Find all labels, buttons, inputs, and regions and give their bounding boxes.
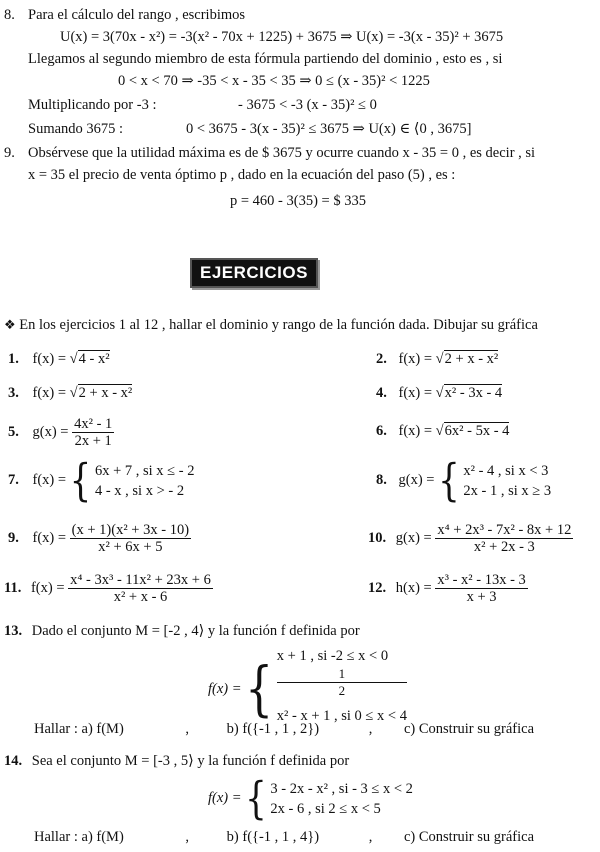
denominator: x² + x - 6 <box>113 589 168 606</box>
exercise-6 <box>376 422 509 440</box>
numerator: 4x² - 1 <box>74 416 113 433</box>
left-brace-icon: { <box>245 772 267 825</box>
task-c: c) Construir su gráfica <box>403 721 535 737</box>
exercise-lhs: g(x) = <box>398 472 439 488</box>
item-8-equation-1: U(x) = 3(70x - x²) = -3(x² - 70x + 1225) + 3675 ⇒ U(x) = -3(x - 35)² + 3675 <box>60 29 504 45</box>
item-9-equation: p = 460 - 3(35) = $ 335 <box>230 193 366 209</box>
exercise-number: 9. <box>8 530 19 546</box>
exercise-lhs: f(x) = <box>398 423 436 439</box>
fraction <box>435 522 573 555</box>
radical-icon: √ <box>69 351 78 367</box>
exercise-lhs: f(x) = <box>32 530 70 546</box>
exercise-number: 12. <box>368 580 387 596</box>
piecewise-cases <box>95 461 195 501</box>
left-brace-icon: { <box>438 454 460 507</box>
piecewise-cases <box>463 461 551 501</box>
exercise-11 <box>4 570 213 606</box>
exercise-lhs: f(x) = <box>208 680 246 697</box>
exercise-lhs: f(x) = <box>208 790 246 806</box>
item-8-sum-equation: 0 < 3675 - 3(x - 35)² ≤ 3675 ⇒ U(x) ∈ ⟨0 , 3675] <box>186 121 472 137</box>
separator: , <box>368 721 373 737</box>
task-a: Hallar : a) f(M) <box>34 721 124 737</box>
case-2: 4 - x , si x > - 2 <box>94 482 185 499</box>
exercise-14-tasks <box>34 828 534 846</box>
exercise-number: 4. <box>376 385 387 401</box>
case-2: 2x - 6 , si 2 ≤ x < 5 <box>270 800 381 817</box>
numerator: x³ - x² - 13x - 3 <box>437 572 526 589</box>
fraction <box>435 572 527 605</box>
radical-icon: √ <box>435 423 444 439</box>
exercise-1 <box>8 350 110 368</box>
radicand: 2 + x - x² <box>444 351 499 367</box>
separator: , <box>185 721 190 737</box>
exercise-number: 3. <box>8 385 19 401</box>
exercise-14-function <box>208 772 413 825</box>
exercise-3 <box>8 384 132 402</box>
radical-icon: √ <box>69 385 78 401</box>
radicand: 2 + x - x² <box>78 385 133 401</box>
case-1: 6x + 7 , si x ≤ - 2 <box>94 462 195 479</box>
fraction <box>70 522 191 555</box>
exercise-lhs: f(x) = <box>32 351 70 367</box>
case-1: 3 - 2x - x² , si - 3 ≤ x < 2 <box>270 780 413 797</box>
item-8-mult-equation: - 3675 < -3 (x - 35)² ≤ 0 <box>238 97 377 113</box>
exercise-lhs: g(x) = <box>32 424 73 440</box>
numerator: (x + 1)(x² + 3x - 10) <box>71 522 190 539</box>
item-9-text-1: Obsérvese que la utilidad máxima es de $ 3675 y ocurre cuando x - 35 = 0 , es decir , si <box>28 145 536 161</box>
item-8-intro: Para el cálculo del rango , escribimos <box>28 7 246 23</box>
exercise-lhs: f(x) = <box>398 385 436 401</box>
exercise-13-tasks <box>34 720 534 738</box>
exercise-12 <box>368 570 528 606</box>
radical-icon: √ <box>435 351 444 367</box>
exercise-lhs: g(x) = <box>395 530 436 546</box>
task-a: Hallar : a) f(M) <box>34 829 124 845</box>
item-8-number: 8. <box>4 7 15 23</box>
radicand: 6x² - 5x - 4 <box>444 423 510 439</box>
fraction <box>72 416 114 449</box>
fraction <box>68 572 213 605</box>
case-2-text: x² - x + 1 , si 0 ≤ x < 4 <box>276 708 407 724</box>
item-9-number: 9. <box>4 145 15 161</box>
case-2: 2x - 1 , si x ≥ 3 <box>463 482 552 499</box>
exercise-number: 13. <box>4 623 23 639</box>
item-8-sum-label: Sumando 3675 : <box>28 121 124 137</box>
piecewise-cases <box>270 779 413 819</box>
exercise-lhs: f(x) = <box>32 472 70 488</box>
left-brace-icon: { <box>245 654 274 724</box>
instruction-line <box>4 316 538 335</box>
case-1: x² - 4 , si x < 3 <box>463 462 549 479</box>
task-b: b) f({-1 , 1 , 2}) <box>226 721 320 737</box>
exercise-9 <box>8 520 191 556</box>
exercise-14-statement <box>4 752 349 770</box>
radicand: x² - 3x - 4 <box>444 385 503 401</box>
exercise-number: 5. <box>8 424 19 440</box>
ejercicios-banner: EJERCICIOS <box>190 258 318 288</box>
exercise-5 <box>8 414 114 450</box>
exercise-number: 2. <box>376 351 387 367</box>
exercise-10 <box>368 520 573 556</box>
exercise-number: 8. <box>376 472 387 488</box>
exercise-13-text: Dado el conjunto M = [-2 , 4⟩ y la función f definida por <box>31 623 360 639</box>
denominator: x² + 6x + 5 <box>98 539 163 556</box>
separator: , <box>368 829 373 845</box>
task-c: c) Construir su gráfica <box>403 829 535 845</box>
denominator: x + 3 <box>466 589 497 606</box>
radical-icon: √ <box>435 385 444 401</box>
item-9-text-2: x = 35 el precio de venta óptimo p , dado en la ecuación del paso (5) , es : <box>28 167 456 183</box>
exercise-8 <box>376 454 552 507</box>
exercise-number: 6. <box>376 423 387 439</box>
exercise-number: 14. <box>4 753 23 769</box>
separator: , <box>185 829 190 845</box>
exercise-7 <box>8 454 195 507</box>
item-8-mult-label: Multiplicando por -3 : <box>28 97 157 113</box>
diamond-bullet-icon: ❖ <box>4 318 16 333</box>
denominator: x² + 2x - 3 <box>473 539 535 556</box>
task-b: b) f({-1 , 1 , 4}) <box>226 829 320 845</box>
exercise-14-text: Sea el conjunto M = [-3 , 5⟩ y la función f definida por <box>31 753 350 769</box>
denominator: 2 <box>338 683 346 698</box>
exercise-number: 7. <box>8 472 19 488</box>
numerator: 1 <box>277 666 407 683</box>
left-brace-icon: { <box>69 454 92 507</box>
instruction-text: En los ejercicios 1 al 12 , hallar el dominio y rango de la función dada. Dibujar su gráfica <box>19 317 538 333</box>
numerator: x⁴ + 2x³ - 7x² - 8x + 12 <box>437 522 572 539</box>
item-8-text-2: Llegamos al segundo miembro de esta fórmula partiendo del dominio , esto es , si <box>28 51 503 67</box>
exercise-lhs: f(x) = <box>32 385 70 401</box>
item-8-equation-2: 0 < x < 70 ⇒ -35 < x - 35 < 35 ⇒ 0 ≤ (x - 35)² < 1225 <box>118 73 430 89</box>
exercise-13-statement <box>4 622 360 640</box>
exercise-lhs: f(x) = <box>398 351 436 367</box>
exercise-4 <box>376 384 502 402</box>
exercise-2 <box>376 350 498 368</box>
radicand: 4 - x² <box>78 351 110 367</box>
denominator: 2x + 1 <box>74 433 112 450</box>
exercise-number: 10. <box>368 530 387 546</box>
case-1: x + 1 , si -2 ≤ x < 0 <box>276 648 389 664</box>
exercise-lhs: h(x) = <box>395 580 436 596</box>
exercise-number: 1. <box>8 351 19 367</box>
numerator: x⁴ - 3x³ - 11x² + 23x + 6 <box>70 572 211 589</box>
exercise-lhs: f(x) = <box>30 580 69 596</box>
exercise-number: 11. <box>4 580 22 596</box>
